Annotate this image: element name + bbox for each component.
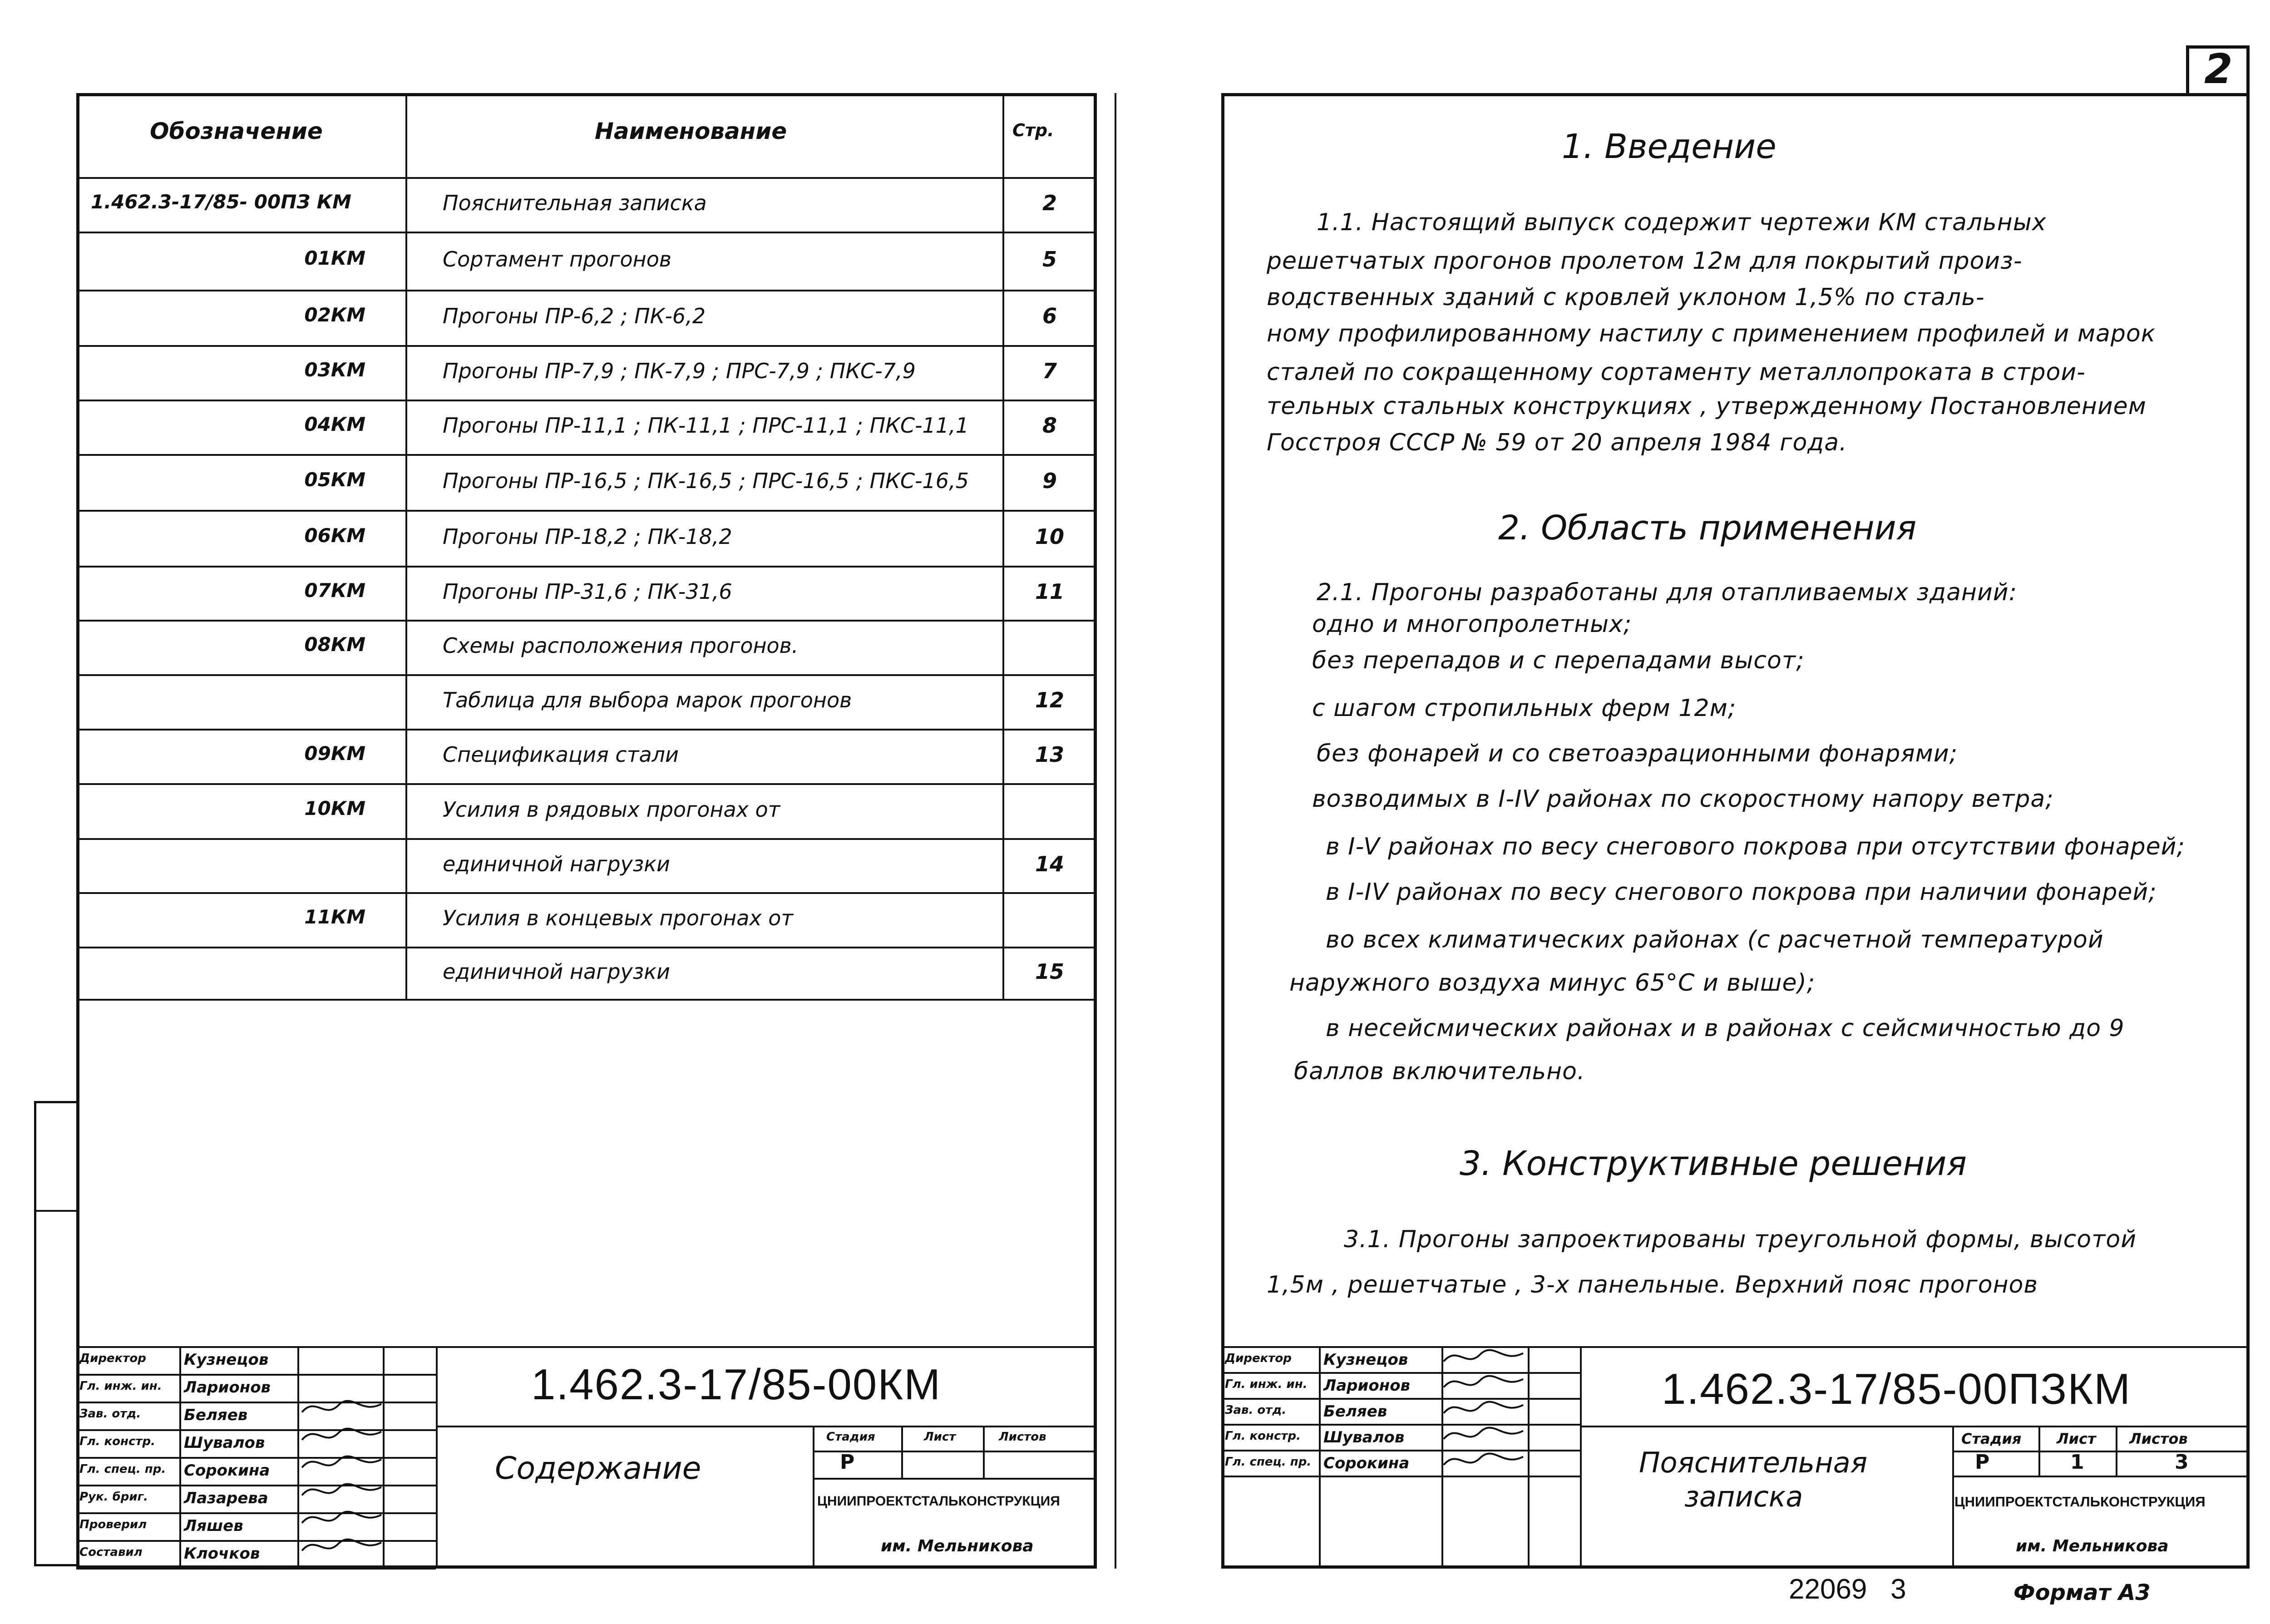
stamp-role: Гл. спец. пр. bbox=[79, 1462, 166, 1476]
contents-row-code: 08КМ bbox=[304, 633, 365, 656]
signature bbox=[302, 1456, 381, 1468]
right-sheet-value: 1 bbox=[2070, 1451, 2084, 1474]
note-line: 3.1. Прогоны запроектированы треугольной формы, высотой bbox=[1344, 1226, 2137, 1253]
contents-row-rule bbox=[76, 947, 1097, 948]
contents-row-rule bbox=[76, 674, 1097, 676]
note-line: возводимых в I-IV районах по скоростному напору ветра; bbox=[1312, 785, 2054, 813]
stamp-role: Гл. спец. пр. bbox=[1225, 1455, 1312, 1469]
header-name: Наименование bbox=[595, 118, 787, 144]
contents-row-name: Спецификация стали bbox=[443, 742, 679, 767]
contents-row-name: Сортамент прогонов bbox=[443, 247, 672, 271]
contents-row-name: единичной нагрузки bbox=[443, 851, 670, 876]
note-line: баллов включительно. bbox=[1294, 1058, 1585, 1085]
signature bbox=[302, 1540, 381, 1551]
contents-row-name: Таблица для выбора марок прогонов bbox=[443, 688, 852, 712]
left-stage-label: Стадия bbox=[826, 1430, 875, 1444]
stamp-name: Ларионов bbox=[184, 1378, 271, 1397]
sheet-number: 2 bbox=[2204, 45, 2233, 93]
contents-row-name: Пояснительная записка bbox=[443, 191, 707, 215]
contents-row-page: 13 bbox=[1035, 742, 1064, 767]
note-line: одно и многопролетных; bbox=[1312, 611, 1632, 638]
stamp-role: Гл. инж. ин. bbox=[1225, 1377, 1308, 1391]
note-line: ному профилированному настилу с применением профилей и марок bbox=[1267, 320, 2156, 347]
contents-row-code: 07КМ bbox=[304, 579, 365, 602]
left-org-sub: им. Мельникова bbox=[881, 1537, 1034, 1555]
note-line: во всех климатических районах (с расчетной температурой bbox=[1326, 926, 2104, 953]
contents-row-rule bbox=[76, 510, 1097, 512]
contents-row-page: 11 bbox=[1035, 579, 1064, 604]
signature bbox=[1444, 1428, 1523, 1439]
section-1-title: 1. Введение bbox=[1562, 127, 1777, 166]
signature bbox=[302, 1429, 381, 1440]
stamp-name: Кузнецов bbox=[184, 1351, 269, 1369]
contents-row-name: Прогоны ПР-11,1 ; ПК-11,1 ; ПРС-11,1 ; ПКС-11,1 bbox=[443, 413, 969, 438]
left-doc-code: 1.462.3-17/85-00КМ bbox=[531, 1360, 942, 1409]
note-line: 1.1. Настоящий выпуск содержит чертежи КМ стальных bbox=[1317, 209, 2047, 236]
contents-row-rule bbox=[76, 400, 1097, 401]
note-line: наружного воздуха минус 65°С и выше); bbox=[1289, 969, 1816, 997]
right-sheets-label: Листов bbox=[2129, 1430, 2188, 1447]
contents-row-name: Усилия в концевых прогонах от bbox=[443, 906, 794, 930]
right-stage-label: Стадия bbox=[1961, 1430, 2022, 1447]
format-label: Формат А3 bbox=[2013, 1580, 2151, 1605]
right-org-name: ЦНИИПРОЕКТСТАЛЬКОНСТРУКЦИЯ bbox=[1954, 1494, 2206, 1510]
contents-row-rule bbox=[76, 620, 1097, 622]
contents-row-name: Схемы расположения прогонов. bbox=[443, 633, 799, 658]
col-divider-1 bbox=[405, 93, 407, 999]
signature bbox=[1444, 1454, 1523, 1465]
right-stage-value: Р bbox=[1975, 1451, 1990, 1474]
stamp-name: Сорокина bbox=[184, 1461, 270, 1480]
left-stage-value: Р bbox=[840, 1451, 855, 1474]
signature bbox=[1444, 1376, 1523, 1387]
contents-row-rule bbox=[76, 892, 1097, 894]
contents-row-name: единичной нагрузки bbox=[443, 959, 670, 984]
note-line: решетчатых прогонов пролетом 12м для покрытий произ- bbox=[1267, 247, 2023, 275]
stamp-name: Беляев bbox=[1323, 1402, 1387, 1421]
header-page: Стр. bbox=[1012, 120, 1054, 140]
note-line: в I-IV районах по весу снегового покрова при наличии фонарей; bbox=[1326, 879, 2157, 906]
stamp-name: Ларионов bbox=[1323, 1377, 1411, 1395]
contents-row-code: 11КМ bbox=[304, 906, 365, 928]
stamp-role: Проверил bbox=[79, 1518, 147, 1531]
contents-row-rule bbox=[76, 729, 1097, 731]
contents-row-rule bbox=[76, 999, 1097, 1001]
contents-row-page: 14 bbox=[1035, 851, 1064, 876]
note-line: тельных стальных конструкциях , утвержденному Постановлением bbox=[1267, 393, 2147, 420]
contents-row-rule bbox=[76, 566, 1097, 568]
contents-row-name: Усилия в рядовых прогонах от bbox=[443, 797, 780, 822]
right-doc-code: 1.462.3-17/85-00ПЗКМ bbox=[1662, 1365, 2132, 1413]
note-line: 1,5м , решетчатые , 3-х панельные. Верхний пояс прогонов bbox=[1267, 1271, 2038, 1298]
stamp-name: Шувалов bbox=[184, 1434, 265, 1452]
stamp-role: Гл. констр. bbox=[79, 1435, 155, 1448]
stamp-role: Рук. бриг. bbox=[79, 1490, 148, 1504]
left-binding-tab bbox=[34, 1101, 76, 1566]
right-doc-title-2: записка bbox=[1684, 1480, 1803, 1513]
section-3-title: 3. Конструктивные решения bbox=[1460, 1144, 1967, 1183]
stamp-role: Гл. инж. ин. bbox=[79, 1379, 162, 1393]
stamp-name: Кузнецов bbox=[1323, 1351, 1408, 1369]
note-line: 2.1. Прогоны разработаны для отапливаемых зданий: bbox=[1317, 579, 2018, 606]
right-sheets-value: 3 bbox=[2175, 1451, 2189, 1474]
signature bbox=[302, 1484, 381, 1496]
note-line: без перепадов и с перепадами высот; bbox=[1312, 647, 1805, 674]
contents-row-name: Прогоны ПР-31,6 ; ПК-31,6 bbox=[443, 579, 732, 604]
note-line: водственных зданий с кровлей уклоном 1,5% по сталь- bbox=[1267, 284, 1985, 311]
right-doc-title-1: Пояснительная bbox=[1639, 1446, 1868, 1479]
left-sheet-label: Лист bbox=[924, 1430, 956, 1444]
note-line: в несейсмических районах и в районах с сейсмичностью до 9 bbox=[1326, 1015, 2125, 1042]
stamp-name: Шувалов bbox=[1323, 1428, 1405, 1446]
stamp-name: Клочков bbox=[184, 1545, 260, 1563]
contents-row-name: Прогоны ПР-16,5 ; ПК-16,5 ; ПРС-16,5 ; ПКС-16,5 bbox=[443, 468, 969, 493]
contents-row-page: 9 bbox=[1042, 468, 1057, 493]
signature bbox=[302, 1512, 381, 1523]
stamp-role: Зав. отд. bbox=[1225, 1403, 1287, 1417]
section-2-title: 2. Область применения bbox=[1498, 508, 1917, 548]
signature bbox=[1444, 1402, 1523, 1413]
stamp-name: Ляшев bbox=[184, 1517, 243, 1535]
contents-row-code: 10КМ bbox=[304, 797, 365, 819]
contents-row-code: 03КМ bbox=[304, 359, 365, 381]
left-sheet-binding-line bbox=[1115, 93, 1116, 1569]
signature-scribbles bbox=[297, 1389, 388, 1574]
binding-tab-rule bbox=[34, 1210, 76, 1212]
contents-row-page: 6 bbox=[1042, 304, 1057, 328]
contents-row-page: 10 bbox=[1035, 524, 1064, 549]
signature bbox=[1444, 1350, 1523, 1362]
contents-row-rule bbox=[76, 290, 1097, 291]
contents-row-code: 06КМ bbox=[304, 524, 365, 547]
contents-row-name: Прогоны ПР-6,2 ; ПК-6,2 bbox=[443, 304, 706, 328]
contents-row-code: 02КМ bbox=[304, 304, 365, 326]
right-org-sub: им. Мельникова bbox=[2016, 1537, 2169, 1555]
stamp-row-rule bbox=[76, 1374, 436, 1376]
stamp-role: Гл. констр. bbox=[1225, 1429, 1301, 1443]
stamp-role: Составил bbox=[79, 1545, 143, 1559]
right-sheet-label: Лист bbox=[2057, 1430, 2096, 1447]
contents-row-page: 15 bbox=[1035, 959, 1064, 984]
stamp-role: Директор bbox=[79, 1352, 146, 1365]
signature-scribbles bbox=[1439, 1339, 1530, 1487]
stamp-name: Лазарева bbox=[184, 1489, 268, 1507]
contents-row-page: 7 bbox=[1042, 359, 1057, 383]
note-line: с шагом стропильных ферм 12м; bbox=[1312, 695, 1737, 722]
contents-row-rule bbox=[76, 345, 1097, 347]
header-rule bbox=[76, 177, 1097, 179]
stamp-name: Сорокина bbox=[1323, 1454, 1410, 1472]
stamp-role: Зав. отд. bbox=[79, 1407, 141, 1421]
contents-row-code: 09КМ bbox=[304, 742, 365, 765]
contents-row-name: Прогоны ПР-7,9 ; ПК-7,9 ; ПРС-7,9 ; ПКС-7,9 bbox=[443, 359, 916, 383]
note-line: в I-V районах по весу снегового покрова при отсутствии фонарей; bbox=[1326, 833, 2185, 860]
left-doc-title: Содержание bbox=[495, 1451, 701, 1486]
stamp-role: Директор bbox=[1225, 1352, 1292, 1365]
contents-row-page: 8 bbox=[1042, 413, 1057, 438]
contents-row-code: 1.462.3-17/85- 00ПЗ КМ bbox=[91, 191, 351, 213]
left-sheets-label: Листов bbox=[999, 1430, 1046, 1444]
contents-row-page: 2 bbox=[1042, 191, 1057, 215]
contents-row-page: 12 bbox=[1035, 688, 1064, 712]
contents-row-name: Прогоны ПР-18,2 ; ПК-18,2 bbox=[443, 524, 732, 549]
header-designation: Обозначение bbox=[150, 118, 323, 144]
contents-row-code: 04КМ bbox=[304, 413, 365, 435]
contents-row-rule bbox=[76, 454, 1097, 456]
contents-row-rule bbox=[76, 838, 1097, 840]
contents-row-code: 01КМ bbox=[304, 247, 365, 269]
signature bbox=[302, 1401, 381, 1412]
archive-number: 22069 3 bbox=[1789, 1574, 1906, 1605]
note-line: сталей по сокращенному сортаменту металлопроката в строи- bbox=[1267, 359, 2086, 386]
note-line: без фонарей и со светоаэрационными фонарями; bbox=[1317, 740, 1958, 767]
contents-row-rule bbox=[76, 783, 1097, 785]
note-line: Госстроя СССР № 59 от 20 апреля 1984 года. bbox=[1267, 429, 1847, 456]
contents-row-code: 05КМ bbox=[304, 468, 365, 491]
stamp-name: Беляев bbox=[184, 1406, 248, 1424]
contents-row-page: 5 bbox=[1042, 247, 1057, 271]
contents-row-rule bbox=[76, 232, 1097, 233]
left-org-name: ЦНИИПРОЕКТСТАЛЬКОНСТРУКЦИЯ bbox=[817, 1494, 1060, 1509]
